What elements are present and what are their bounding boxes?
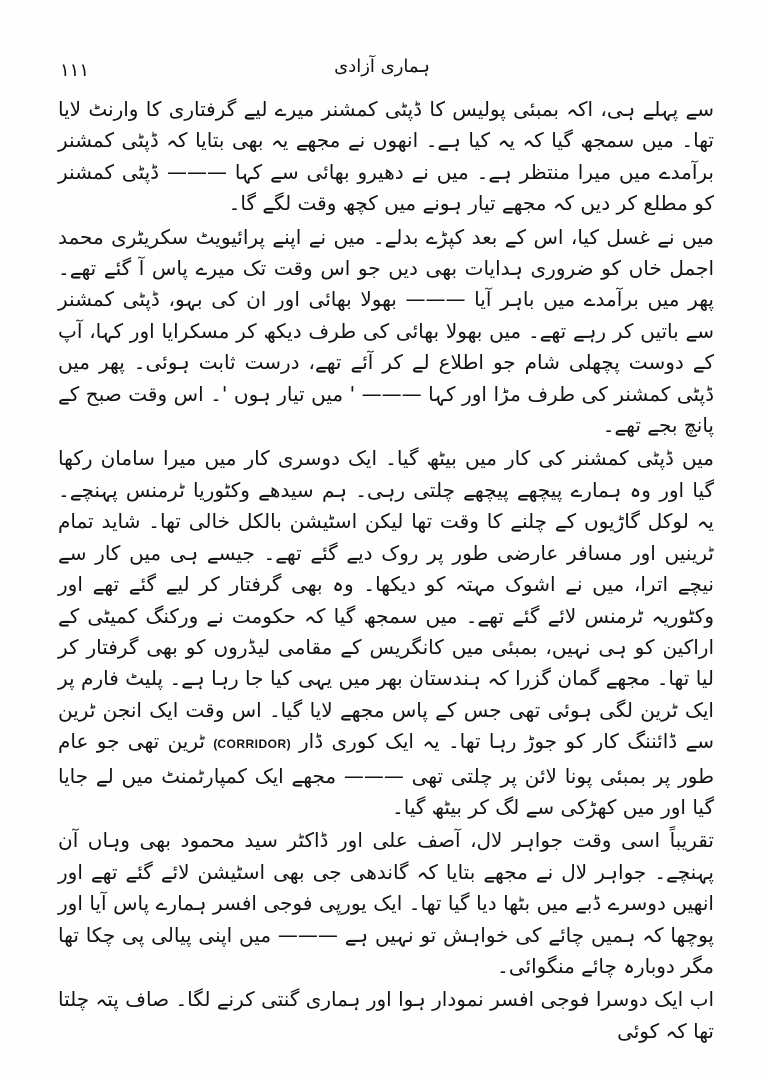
corridor-annotation: (CORRIDOR)	[213, 737, 291, 752]
paragraph-1: سے پہلے ہی، اکہ بمبئی پولیس کا ڈپٹی کمشنر میرے لیے گرفتاری کا وارنٹ لایا تھا۔ میں سمجھ گیا کہ یہ کیا ہے۔ انھوں نے مجھے یہ بھی بتایا کہ ڈپٹی کمشنر برآمدے میں میرا منتظر ہے۔ میں نے دھیرو بھائی سے کہا ——— ڈپٹی کمشنر کو مطلع کر دیں کہ مجھے تیار ہونے میں کچھ وقت لگے گا۔	[58, 97, 714, 216]
page-number: ١١١	[60, 60, 90, 81]
paragraph-5: اب ایک دوسرا فوجی افسر نمودار ہوا اور ہماری گنتی کرنے لگا۔ صاف پتہ چلتا تھا کہ کوئی	[58, 987, 714, 1043]
paragraph-3-text: میں ڈپٹی کمشنر کی کار میں بیٹھ گیا۔ ایک دوسری کار میں میرا سامان رکھا گیا اور وہ ہمارے پیچھے پیچھے چلتی رہی۔ ہم سیدھے وکٹوریا ٹرمنس پہنچے۔ یہ لوکل گاڑیوں کے چلنے کا وقت تھا لیکن اسٹیشن بالکل خالی تھا۔ شاید تمام ٹرینیں اور مسافر عارضی طور پر روک دیے گئے تھے۔ جیسے ہی میں کار سے نیچے اترا، میں نے اشوک مہتہ کو دیکھا۔ وہ بھی گرفتار کر لیے گئے تھے اور وکٹوریہ ٹرمنس لائے گئے تھے۔ میں سمجھ گیا کہ حکومت نے ورکنگ کمیٹی کے اراکین کو ہی نہیں، بمبئی میں کانگریس کے مقامی لیڈروں کو بھی گرفتار کر لیا تھا۔ مجھے گمان گزرا کہ ہندستان بھر میں یہی کیا جا رہا ہے۔ پلیٹ فارم پر ایک ٹرین لگی ہوئی تھی جس کے پاس مجھے لایا گیا۔ اس وقت ایک انجن ٹرین سے ڈائننگ کار کو جوڑ رہا تھا۔ یہ ایک کوری ڈار	[58, 446, 715, 754]
running-title: ہماری آزادی	[334, 56, 430, 77]
paragraph-2: میں نے غسل کیا، اس کے بعد کپڑے بدلے۔ میں نے اپنے پرائیویٹ سکریٹری محمد اجمل خاں کو ضروری ہدایات بھی دیں جو اس وقت تک میرے پاس آ گئے تھے۔ پھر میں برآمدے میں باہر آیا ——— بھولا بھائی اور ان کی بہو، ڈپٹی کمشنر سے باتیں کر رہے تھے۔ میں بھولا بھائی کی طرف دیکھ کر مسکرایا اور کہا، آپ کے دوست پچھلی شام جو اطلاع لے کر آئے تھے، درست ثابت ہوئی۔ پھر میں ڈپٹی کمشنر کی طرف مڑا اور کہا ——— ' میں تیار ہوں '۔ اس وقت صبح کے پانچ بجے تھے۔	[58, 224, 714, 438]
page-header	[50, 56, 714, 90]
body-text	[58, 94, 715, 1043]
paragraph-4: تقریباً اسی وقت جواہر لال، آصف علی اور ڈاکٹر سید محمود بھی وہاں آن پہنچے۔ جواہر لال نے مجھے بتایا کہ گاندھی جی بھی اسٹیشن لائے گئے تھے اور انھیں دوسرے ڈبے میں بٹھا دیا گیا تھا۔ ایک یورپی فوجی افسر ہمارے پاس آیا اور پوچھا کہ ہمیں چائے کی خواہش تو نہیں ہے ——— میں اپنی پیالی پی چکا تھا مگر دوبارہ چائے منگوائی۔	[58, 828, 714, 978]
paragraph-3-continuation: ٹرین تھی جو عام طور پر بمبئی پونا لائن پر چلتی تھی ——— مجھے ایک کمپارٹمنٹ میں لے جایا گیا اور میں کھڑکی سے لگ کر بیٹھ گیا۔	[58, 729, 714, 819]
paragraph-3	[58, 443, 714, 823]
